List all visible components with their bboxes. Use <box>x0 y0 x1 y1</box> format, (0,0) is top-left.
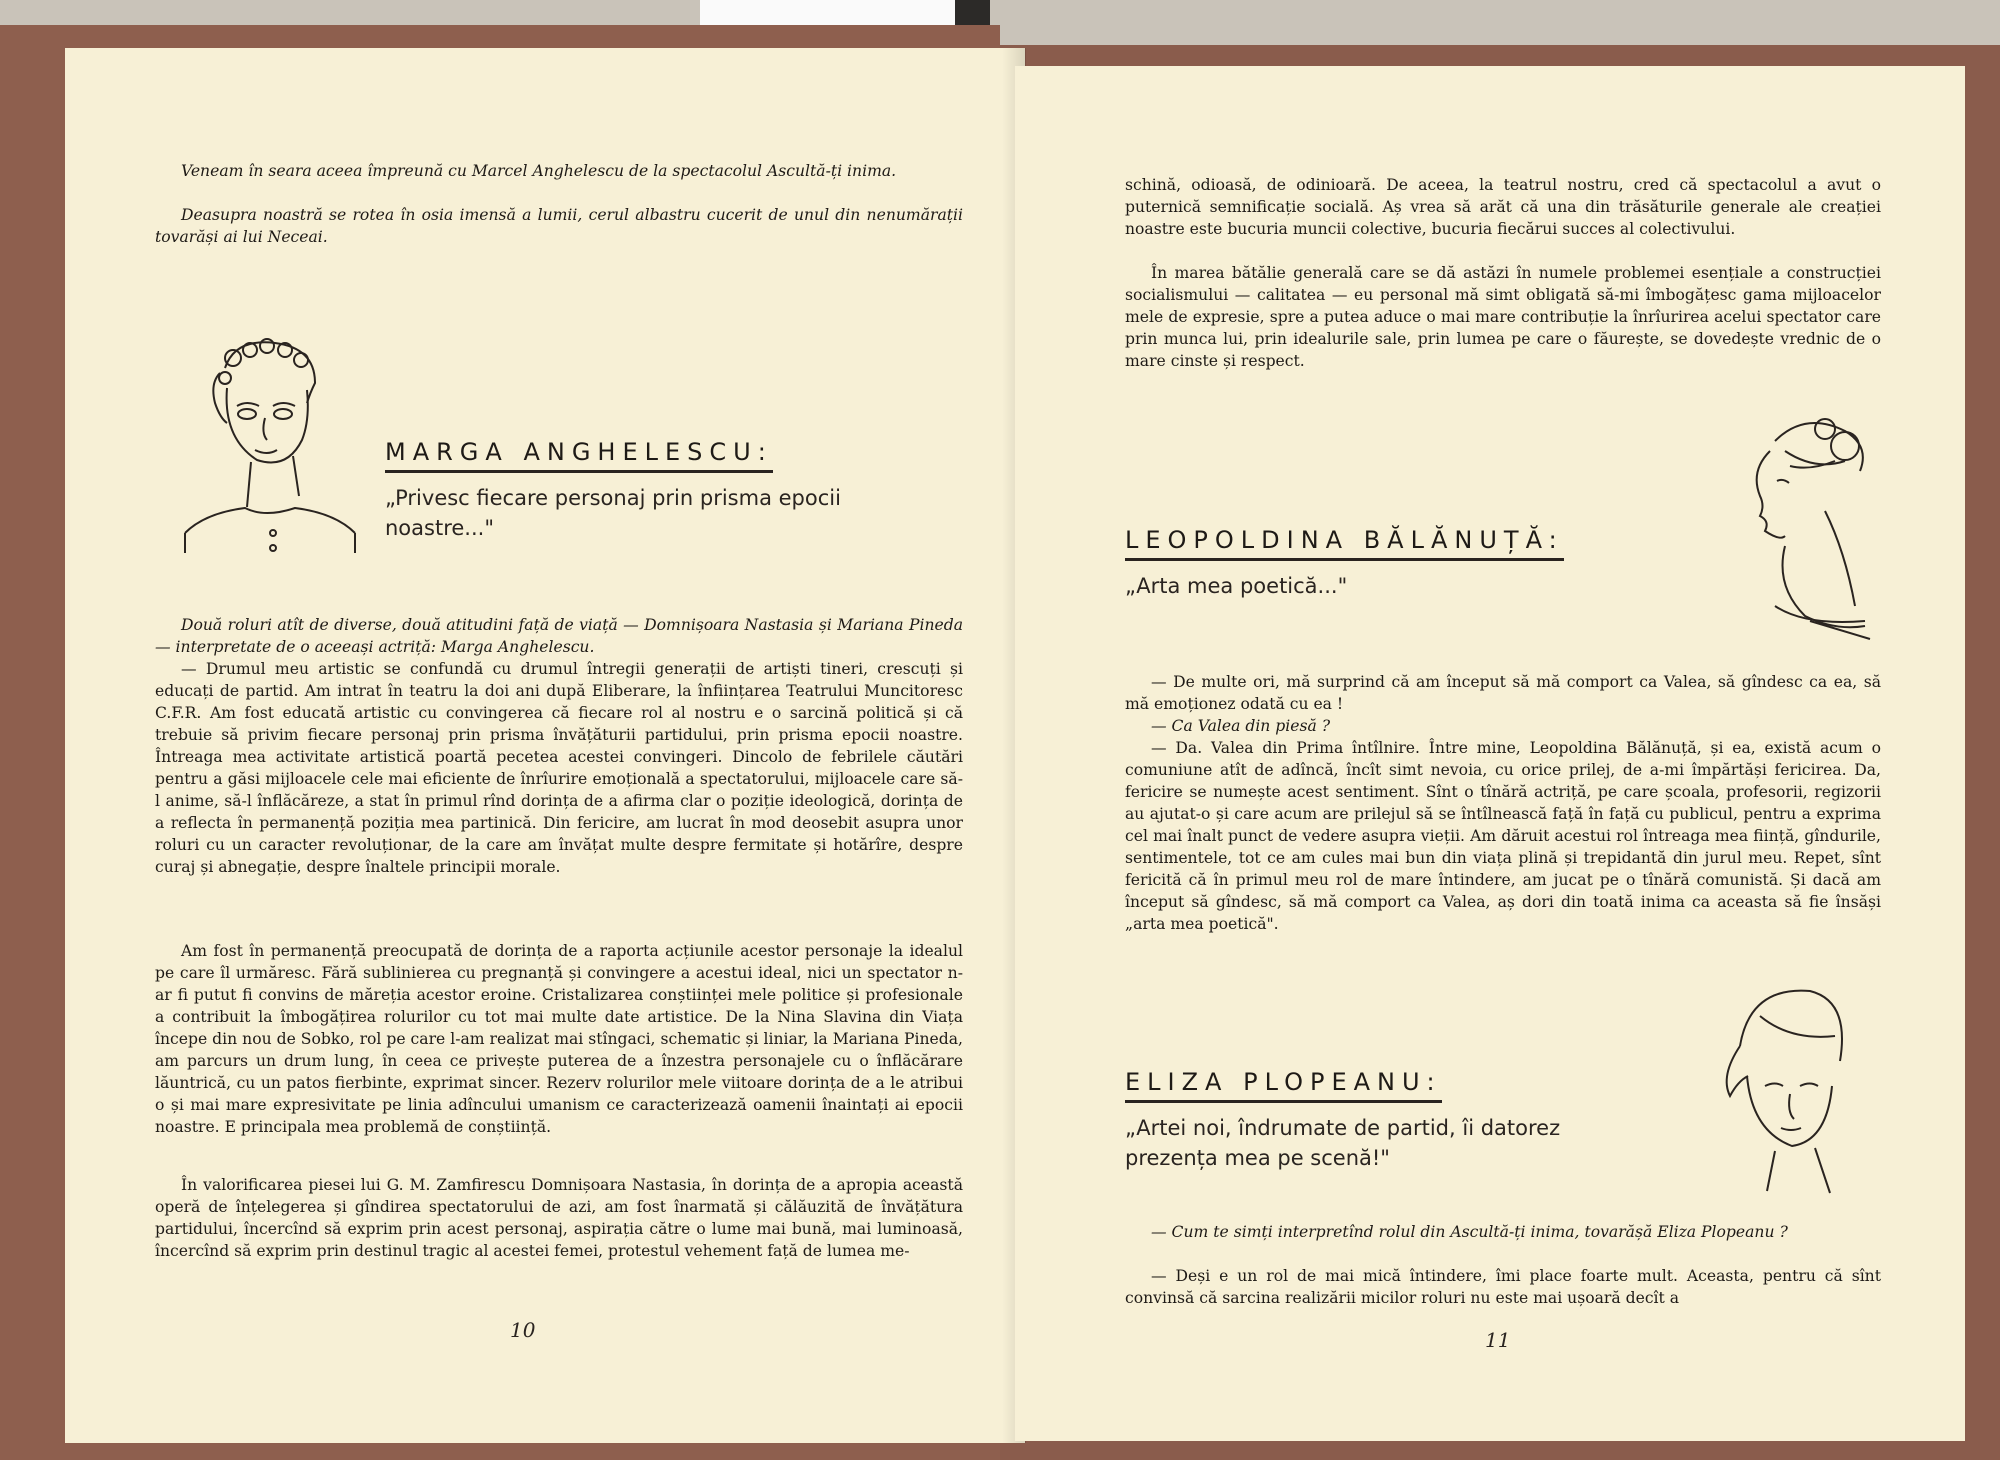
marga-anghelescu-quote: „Privesc fiecare personaj prin prisma epocii noastre..." <box>385 486 841 540</box>
eliza-question: — Cum te simți interpretînd rolul din Ascultă-ți inima, tovarășă Eliza Plopeanu ? <box>1151 1223 1788 1241</box>
leopoldina-balanuta-portrait-sketch <box>1715 411 1885 651</box>
marga-anghelescu-header <box>385 438 945 543</box>
marga-anghelescu-portrait-sketch <box>165 328 395 558</box>
left-body-paragraph-3: În valorificarea piesei lui G. M. Zamfirescu Domnișoara Nastasia, în dorința de a apropia această operă de înțelegerea și gîndirea spectatorului de azi, am fost înarmată și călăuzită de învățătura partidului, încercînd să exprim prin acest personaj, aspirația către o lume mai bună, mai luminoasă, încercînd să exprim prin destinul tragic al acestei femei, protestul vehement față de lumea me- <box>155 1176 963 1260</box>
background-paper-strip <box>700 0 960 26</box>
eliza-plopeanu-header <box>1125 1068 1685 1173</box>
left-body-paragraph-1: — Drumul meu artistic se confundă cu drumul întregii generații de artiști tineri, crescuți și educați de partid. Am intrat în teatru la doi ani după Eliberare, la înființarea Teatrului Muncitoresc C.F.R. Am fost educată artistic cu convingerea că fiecare rol al nostru e o sarcină politică și că trebuie să privim fiecare personaj prin prisma învățăturii partidului, prin prisma epocii noastre. Întreaga mea activitate artistică poartă pecetea acestei convingeri. Dincolo de febrilele căutări pentru a găsi mijloacele cele mai eficiente de înrîurire emoțională a spectatorului, mijloacele care să-l anime, să-l înflăcăreze, a stat în primul rînd dorința de a afirma clar o poziție ideologică, dorința de a reflecta în permanență poziția mea partinică. Din fericire, am lucrat în mod deosebit asupra unor roluri cu un caracter revoluționar, de la care am învățat multe despre fermitate și hotărîre, despre curaj și abnegație, despre înaltele principii morale. <box>155 660 963 876</box>
page-number-left: 10 <box>510 1318 536 1342</box>
eliza-plopeanu-quote: „Artei noi, îndrumate de partid, îi datorez prezența mea pe scenă!" <box>1125 1116 1561 1170</box>
leopoldina-paragraph-1: — De multe ori, mă surprind că am început să mă comport ca Valea, să gîndesc ca ea, să mă emoționez odată cu ea ! <box>1125 673 1881 713</box>
eliza-plopeanu-portrait-sketch <box>1685 976 1875 1196</box>
left-lead-paragraph: Două roluri atît de diverse, două atitudini față de viață — Domnișoara Nastasia și Mariana Pineda — interpretate de o aceeași actriță: Marga Anghelescu. <box>155 616 963 656</box>
background-dark-edge <box>955 0 990 25</box>
leopoldina-paragraph-3: — Da. Valea din Prima întîlnire. Între mine, Leopoldina Bălănuță, și ea, există acum o comuniune atît de adîncă, încît simt nevoia, cu orice prilej, de a-mi împărtăși fericirea. Da, fericire se numește acest sentiment. Sînt o tînără actriță, pe care școala, profesorii, regizorii au ajutat-o și care acum are prilejul să se întîlnească față în față cu publicul, pentru a exprima cel mai înalt punct de vedere asupra vieții. Am dăruit acestui rol întreaga mea ființă, gîndurile, sentimentele, tot ce am cules mai bun din viața plină și trepidantă din jurul meu. Repet, sînt fericită că în primul meu rol de mare întindere, am jucat pe o tînără comunistă. Și dacă am început să gîndesc, să mă comport ca Valea, aș dori din toată inima ca aceasta să fie însăși „arta mea poetică". <box>1125 739 1881 933</box>
left-body-paragraph-2: Am fost în permanență preocupată de dorința de a raporta acțiunile acestor personaje la idealul pe care îl urmăresc. Fără sublinierea cu pregnanță și convingere a acestui ideal, nici un spectator n-ar fi putut fi convins de măreția acestor eroine. Cristalizarea conștiinței mele politice și profesionale a contribuit la îmbogățirea rolurilor cu tot mai multe date artistice. De la Nina Slavina din Viața începe din nou de Sobko, rol pe care l-am realizat mai stîngaci, schematic și liniar, la Mariana Pineda, am parcurs un drum lung, în ceea ce privește puterea de a înzestra personajele cu o înflăcărare lăuntrică, cu un patos fierbinte, exprimat sincer. Rezerv rolurilor mele viitoare dorința de a le atribui o și mai mare expresivitate pe linia adîncului umanism ce caracterizează oamenii înaintați ai epocii noastre. E principala mea problemă de conștiință. <box>155 942 963 1136</box>
leopoldina-paragraph-2: — Ca Valea din piesă ? <box>1151 717 1331 735</box>
right-top-paragraph-1: schină, odioasă, de odinioară. De aceea, la teatrul nostru, cred că spectacolul a avut o puternică semnificație socială. Aș vrea să arăt că una din trăsăturile generale ale creației noastre este bucuria muncii colective, bucuria fiecărui succes al colectivului. <box>1125 176 1881 238</box>
intro-paragraph-2: Deasupra noastră se rotea în osia imensă a lumii, cerul albastru cucerit de unul din nenumărații tovarăși ai lui Neceai. <box>155 206 963 246</box>
eliza-plopeanu-name: ELIZA PLOPEANU: <box>1125 1068 1442 1103</box>
right-page <box>1015 66 1965 1441</box>
eliza-answer: — Deși e un rol de mai mică întindere, îmi place foarte mult. Aceasta, pentru că sînt convinsă că sarcina realizării micilor roluri nu este mai ușoară decît a <box>1125 1267 1881 1307</box>
intro-paragraph-1: Veneam în seara aceea împreună cu Marcel Anghelescu de la spectacolul Ascultă-ți inima. <box>181 162 897 180</box>
leopoldina-balanuta-quote: „Arta mea poetică..." <box>1125 574 1348 598</box>
leopoldina-balanuta-name: LEOPOLDINA BĂLĂNUȚĂ: <box>1125 526 1564 561</box>
leopoldina-balanuta-header <box>1125 526 1725 601</box>
marga-anghelescu-name: MARGA ANGHELESCU: <box>385 438 773 473</box>
right-top-paragraph-2: În marea bătălie generală care se dă astăzi în numele problemei esențiale a construcției socialismului — calitatea — eu personal mă simt obligată să-mi îmbogățesc gama mijloacelor mele de expresie, spre a putea aduce o mai mare contribuție la înrîurirea acelui spectator care prin munca lui, prin idealurile sale, prin lumea pe care o făurește, se dovedește vrednic de o mare cinste și respect. <box>1125 264 1881 370</box>
left-page <box>65 48 1025 1443</box>
page-number-right: 11 <box>1485 1328 1511 1352</box>
